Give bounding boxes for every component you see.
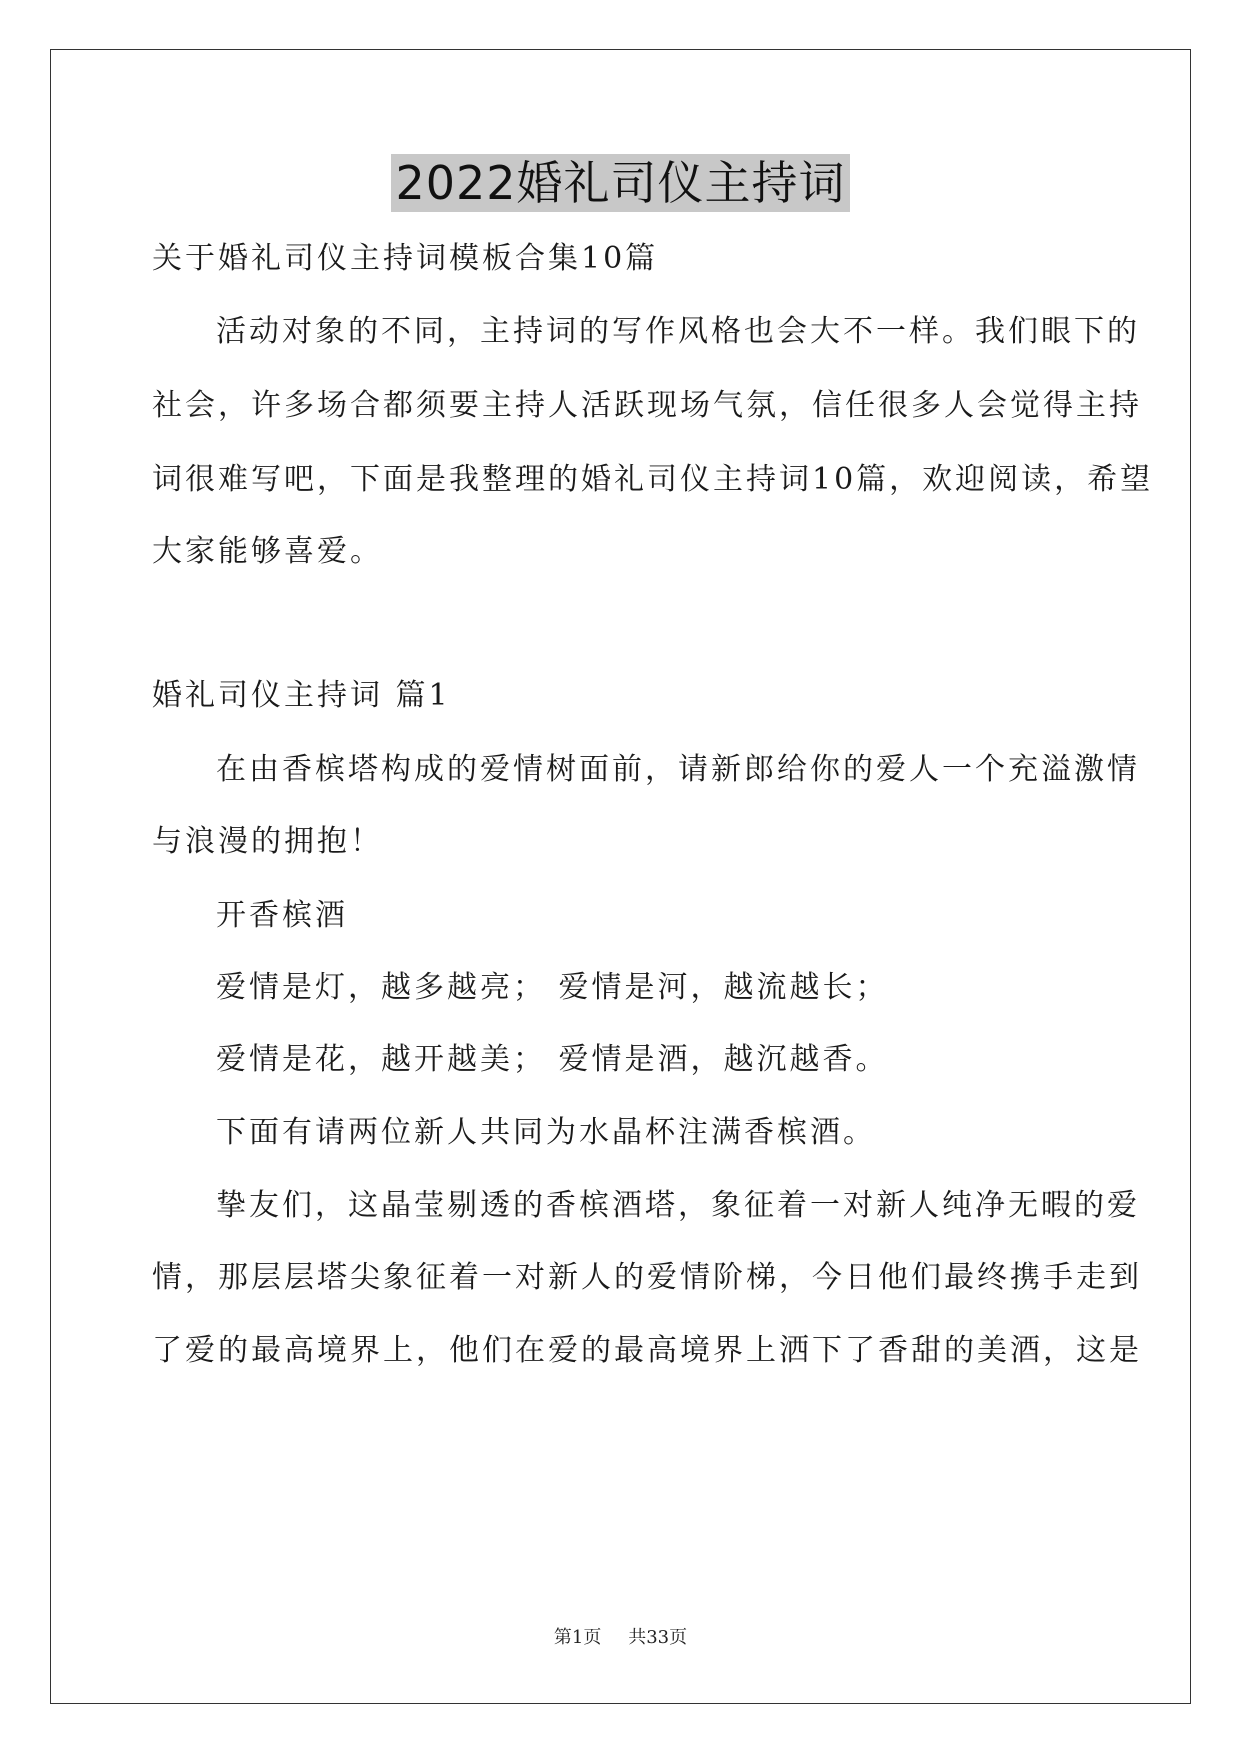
- paragraph-line: 爱情是花，越开越美； 爱情是酒，越沉越香。: [216, 1042, 889, 1077]
- document-subtitle: 关于婚礼司仪主持词模板合集10篇: [152, 241, 659, 276]
- paragraph-line: 挚友们，这晶莹剔透的香槟酒塔，象征着一对新人纯净无暇的爱: [216, 1188, 1140, 1223]
- paragraph-line: 在由香槟塔构成的爱情树面前，请新郎给你的爱人一个充溢激情: [216, 752, 1140, 787]
- section-heading: 婚礼司仪主持词 篇1: [152, 678, 451, 713]
- paragraph-line: 情，那层层塔尖象征着一对新人的爱情阶梯，今日他们最终携手走到: [152, 1260, 1142, 1295]
- paragraph-line: 爱情是灯，越多越亮； 爱情是河，越流越长；: [216, 970, 889, 1005]
- page-footer: [0, 1626, 1241, 1650]
- page-number: 第1页: [553, 1627, 602, 1648]
- paragraph-line: 了爱的最高境界上，他们在爱的最高境界上洒下了香甜的美酒，这是: [152, 1333, 1142, 1368]
- page-border: [50, 49, 1191, 1704]
- paragraph-line: 下面有请两位新人共同为水晶杯注满香槟酒。: [216, 1115, 876, 1150]
- paragraph-line: 开香槟酒: [216, 898, 348, 933]
- paragraph-line: 与浪漫的拥抱！: [152, 824, 383, 859]
- paragraph-line: 活动对象的不同，主持词的写作风格也会大不一样。我们眼下的: [216, 314, 1140, 349]
- title-container: [0, 154, 1241, 212]
- document-title: 2022婚礼司仪主持词: [391, 154, 849, 212]
- page-total: 共33页: [628, 1627, 688, 1648]
- paragraph-line: 社会，许多场合都须要主持人活跃现场气氛，信任很多人会觉得主持: [152, 388, 1142, 423]
- paragraph-line: 词很难写吧，下面是我整理的婚礼司仪主持词10篇，欢迎阅读，希望: [152, 462, 1154, 497]
- paragraph-line: 大家能够喜爱。: [152, 534, 383, 569]
